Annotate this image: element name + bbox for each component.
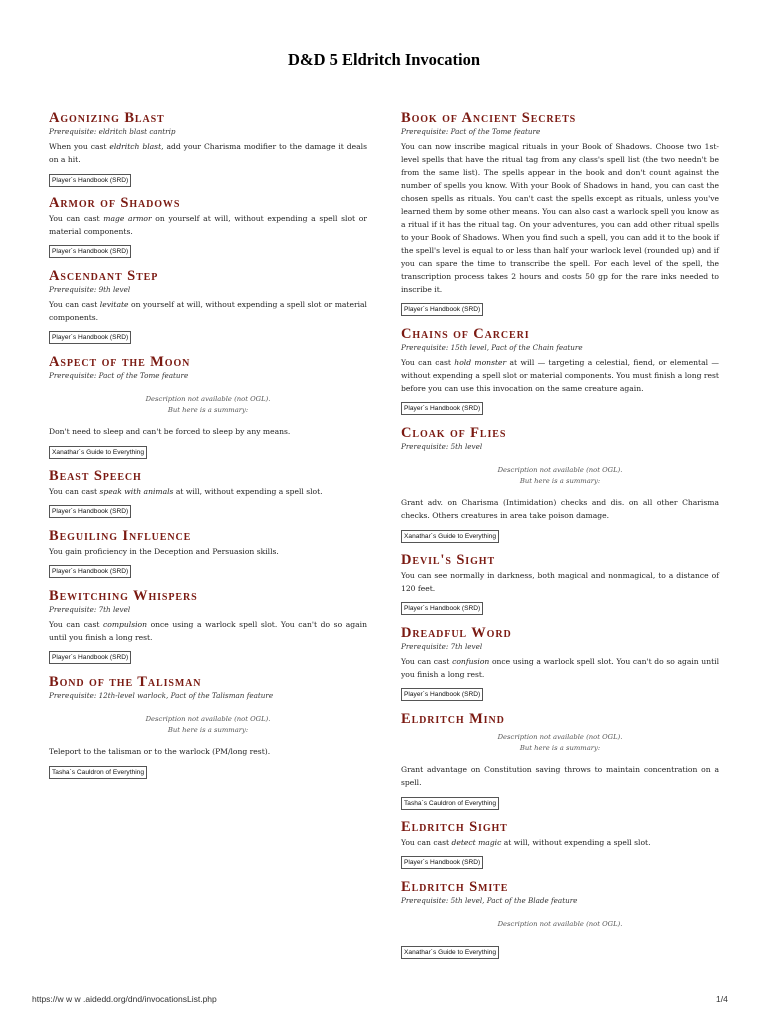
invocation-entry (401, 326, 719, 415)
invocation-description: You can cast mage armor on yourself at will, without expending a spell slot or material components. (49, 214, 367, 236)
invocation-entry (401, 625, 719, 701)
invocation-entry (401, 879, 719, 959)
invocation-prerequisite: Prerequisite: 5th level (401, 442, 483, 451)
source-badge[interactable]: Xanathar´s Guide to Everything (401, 530, 499, 543)
invocation-name: Eldritch Mind (401, 711, 505, 727)
invocation-prerequisite: Prerequisite: eldritch blast cantrip (49, 127, 176, 136)
source-badge[interactable]: Player´s Handbook (SRD) (49, 245, 131, 258)
invocation-entry (49, 588, 367, 664)
invocation-description: You can cast speak with animals at will, without expending a spell slot. (49, 487, 323, 496)
invocation-entry (401, 552, 719, 615)
invocation-description: You can cast compulsion once using a warlock spell slot. You can't do so again until you finish a long rest. (49, 620, 367, 642)
invocation-description: You can cast levitate on yourself at will, without expending a spell slot or material components. (49, 300, 367, 322)
invocation-prerequisite: Prerequisite: Pact of the Tome feature (49, 371, 189, 380)
not-available-note: Description not available (not OGL). But here is a summary: (497, 466, 623, 485)
invocation-name: Beast Speech (49, 468, 142, 484)
invocation-name: Cloak of Flies (401, 425, 507, 441)
invocation-prerequisite: Prerequisite: 7th level (401, 642, 483, 651)
invocation-prerequisite: Prerequisite: 5th level, Pact of the Blade feature (401, 896, 578, 905)
source-badge[interactable]: Player´s Handbook (SRD) (49, 651, 131, 664)
footer-url[interactable]: https://w w w .aidedd.org/dnd/invocationsList.php (32, 994, 217, 1004)
invocation-entry (49, 468, 367, 518)
invocation-name: Beguiling Influence (49, 528, 192, 544)
invocation-prerequisite: Prerequisite: 12th-level warlock, Pact of the Talisman feature (49, 691, 274, 700)
invocation-entry (49, 268, 367, 344)
invocation-name: Agonizing Blast (49, 110, 165, 126)
invocation-description: You can cast confusion once using a warlock spell slot. You can't do so again until you finish a long rest. (401, 657, 719, 679)
invocation-name: Bewitching Whispers (49, 588, 198, 604)
not-available-note: Description not available (not OGL). But here is a summary: (145, 395, 271, 414)
invocation-description: You can cast hold monster at will — targeting a celestial, fiend, or elemental — without expending a spell slot or material components. You must finish a long rest before you can use this invocation on the same creature again. (401, 358, 719, 393)
invocation-entry (49, 674, 367, 779)
invocation-name: Armor of Shadows (49, 195, 181, 211)
invocation-name: Aspect of the Moon (49, 354, 191, 370)
page-number: 1/4 (716, 994, 728, 1004)
source-badge[interactable]: Xanathar´s Guide to Everything (401, 946, 499, 959)
source-badge[interactable]: Tasha´s Cauldron of Everything (401, 797, 499, 810)
invocation-name: Devil's Sight (401, 552, 496, 568)
invocation-prerequisite: Prerequisite: 15th level, Pact of the Chain feature (401, 343, 583, 352)
invocation-name: Eldritch Smite (401, 879, 509, 895)
invocation-entry (49, 195, 367, 258)
invocation-description: Grant advantage on Constitution saving throws to maintain concentration on a spell. (401, 765, 719, 787)
source-badge[interactable]: Xanathar´s Guide to Everything (49, 446, 147, 459)
source-badge[interactable]: Player´s Handbook (SRD) (49, 174, 131, 187)
invocation-description: Teleport to the talisman or to the warlock (PM/long rest). (49, 747, 271, 756)
invocation-name: Dreadful Word (401, 625, 512, 641)
invocation-description: You gain proficiency in the Deception and Persuasion skills. (49, 547, 279, 556)
invocation-name: Eldritch Sight (401, 819, 508, 835)
invocation-name: Bond of the Talisman (49, 674, 202, 690)
invocation-entry (401, 819, 719, 869)
source-badge[interactable]: Tasha´s Cauldron of Everything (49, 766, 147, 779)
invocation-prerequisite: Prerequisite: 9th level (49, 285, 131, 294)
invocation-name: Ascendant Step (49, 268, 159, 284)
invocation-entry (49, 354, 367, 459)
page-title: D&D 5 Eldritch Invocation (287, 50, 481, 69)
not-available-note: Description not available (not OGL). But here is a summary: (497, 733, 623, 752)
right-column (401, 110, 719, 959)
left-column (49, 110, 367, 779)
source-badge[interactable]: Player´s Handbook (SRD) (401, 303, 483, 316)
invocation-description: Grant adv. on Charisma (Intimidation) checks and dis. on all other Charisma checks. Others creatures in area take poison damage. (401, 498, 719, 520)
source-badge[interactable]: Player´s Handbook (SRD) (401, 602, 483, 615)
source-badge[interactable]: Player´s Handbook (SRD) (401, 402, 483, 415)
source-badge[interactable]: Player´s Handbook (SRD) (401, 688, 483, 701)
source-badge[interactable]: Player´s Handbook (SRD) (49, 505, 131, 518)
not-available-note: Description not available (not OGL). But here is a summary: (145, 715, 271, 734)
invocation-entry (401, 711, 719, 810)
source-badge[interactable]: Player´s Handbook (SRD) (401, 856, 483, 869)
invocation-description: Don't need to sleep and can't be forced to sleep by any means. (49, 427, 291, 436)
invocation-entry (49, 110, 367, 187)
invocation-entry (49, 528, 367, 578)
invocation-name: Book of Ancient Secrets (401, 110, 577, 126)
invocation-entry (401, 110, 719, 316)
invocation-description: When you cast eldritch blast, add your Charisma modifier to the damage it deals on a hit. (49, 142, 368, 164)
source-badge[interactable]: Player´s Handbook (SRD) (49, 565, 131, 578)
invocation-description: You can now inscribe magical rituals in your Book of Shadows. Choose two 1st-level spells that have the ritual tag from any class's spell list (the two needn't be from the same list). The spells appear in the book and don't count against the number of spells you know. With your Book of Shadows in hand, you can cast the chosen spells as rituals. You can't cast the spells except as rituals, unless you've learned them by some other means. You can also cast a warlock spell you know as a ritual if it has the ritual tag. On your adventures, you can add other ritual spells to your Book of Shadows. When you find such a spell, you can add it to the book if the spell's level is equal to or less than half your warlock level (rounded up) and if you can spare the time to transcribe the spell. For each level of the spell, the transcription process takes 2 hours and costs 50 gp for the rare inks needed to inscribe it. (401, 142, 719, 294)
not-available-note: Description not available (not OGL). (497, 920, 623, 928)
invocation-prerequisite: Prerequisite: Pact of the Tome feature (401, 127, 541, 136)
invocation-name: Chains of Carceri (401, 326, 530, 342)
invocation-description: You can see normally in darkness, both magical and nonmagical, to a distance of 120 feet. (401, 571, 719, 593)
invocation-description: You can cast detect magic at will, without expending a spell slot. (401, 838, 651, 847)
source-badge[interactable]: Player´s Handbook (SRD) (49, 331, 131, 344)
invocation-prerequisite: Prerequisite: 7th level (49, 605, 131, 614)
invocation-entry (401, 425, 719, 543)
